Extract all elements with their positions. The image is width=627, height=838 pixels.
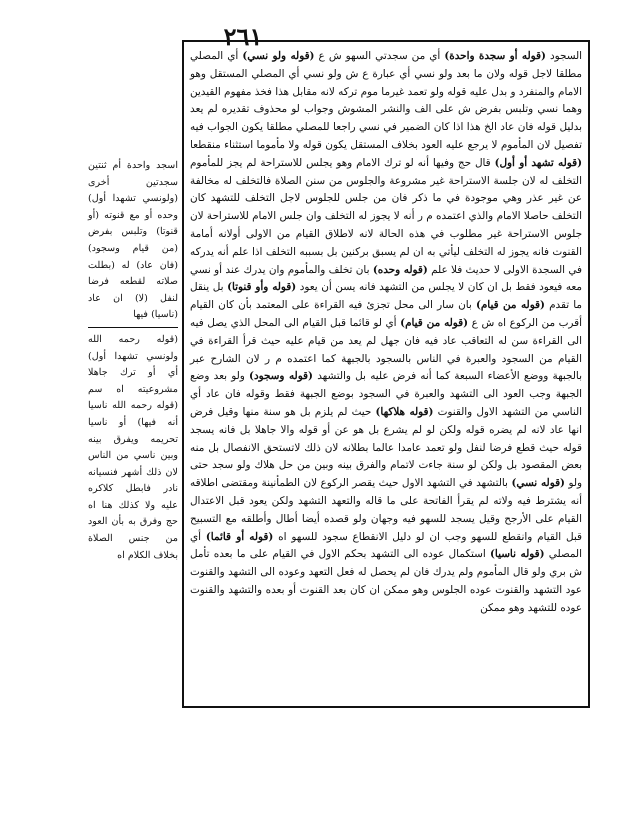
commentary-run: بالتشهد في التشهد الاول حيث يقصر الركوع لان الطمأنينة ومقتضى اطلاقه أنه يشترط فيه ولاته لم يقرأ الفاتحة على ما قاله والتعهد التشهد ولكن يعود قبل الاعتدال القيام على الأرجح وقيل يسجد للسهو فيه وجهان ولو قصده أيضا أطال وأطلقه مع التسبيح قبل القيام وانقطع للسهو وجب ان لو دليل الانقطاع سجود للسهو اه xyxy=(190,477,582,543)
margin-column xyxy=(88,158,178,564)
margin-note-hashiya: (قوله رحمه الله ولونسي تشهدا أول) أي أو ترك جاهلا مشروعيته اه سم (قوله رحمه الله ناسيا أنه فيها) أو ناسيا تحريمه ويفرق بينه وبين ناسي من الناس لان ذلك أشهر فنسيانه نادر فابطل كلاكره عليه ولا كذلك هنا اه حج وفرق به بأن العود من جنس الصلاة بخلاف الكلام اه xyxy=(88,333,178,561)
commentary-run: أي المصلي xyxy=(190,530,582,561)
headword-quote: (قوله تشهد أو أول) xyxy=(494,156,582,169)
margin-separator xyxy=(88,327,178,328)
commentary-run: ولو بعد وضع الجبهة وجب العود الى التشهد والعبرة في السجود بوضع الجبهة فقط وقوله فان عاد أي الناسي من التشهد الاول والقنوت xyxy=(190,370,583,418)
page-number: ٢٦١ xyxy=(223,22,263,51)
commentary-run: أي المصلي مطلقا لاجل قوله ولان ما بعد ولو نسي أي عبارة ع ش ولو نسي أي المصلي المستقل وهو الامام والمنفرد و بدل عليه قوله ولو تعمد غيرما موم تركه لانه مقابل هذا فخذ مفهوم القيدين وهما نسي وتلبس بفرض ش على الف والنشر المشوش وجواب لو محذوف تقديره لم يعد بدليل قوله فان عاد الخ هذا اذا كان الضمير في نسي راجعا للمصلي مطلقا يكون الجواب فيه تفصيل لان المأموم لا يرجع عليه العود بخلاف المستقل يكون قوله ولا مأموما استثناء منقطعا xyxy=(190,50,582,151)
commentary-run: أي من سجدتي السهو ش ع xyxy=(314,50,445,62)
commentary-run: حيث لم يلزم بل هو سنة منها وقيل فرض انها عاد لانه لم يضره قوله ولكن لو لم يشرع بل هو عن أو قوله والا جاهلا بل فانه يسجد قوله حيث قطع فرضا لنفل ولو تعمد عامدا عالما بطلانه لان ذلك لاتستحق الانفصال بل منه بعض المقصود بل ولكن لو سنة جاءت لاتمام والفرق بينه وبين من حل هلاك ولو سجد حتى ولو xyxy=(190,405,583,490)
headword-quote: (قوله من قيام) xyxy=(400,316,469,329)
margin-note-matn: اسجد واحدة أم ثنتين سجدتين أخرى (ولونسي تشهدا أول) وحده أو مع قنوته (أو قنوتا) وتلبس بفرض (من قيام وسجود) (فان عاد) له (بطلت صلاته لقطعه فرضا لنفل (لا) ان عاد (ناسيا) فيها xyxy=(88,160,178,321)
commentary-run: استكمال عوده الى التشهد بحكم الاول في القيام على ما بعده تأمل ش بري ولو قال المأموم ولم يدرك فان لم يحصل له فعل التعهد وعوده الى التشهد والقنوت عود التشهد والقنوت عوده الجلوس وهو ممكن ان كان بعد القنوت أو بعده والتشهد والقنوت عوده للتشهد وهو ممكن xyxy=(190,548,582,614)
main-commentary-text xyxy=(190,48,582,618)
commentary-run: السجود xyxy=(545,50,583,62)
headword-quote: (قوله من قيام) xyxy=(475,299,545,312)
headword-quote: (قوله ولو نسي) xyxy=(242,50,315,62)
commentary-run: أي لو قائما قبل القيام الى المحل الذي يصل فيه الى القراءة سن له التعاقب عاد فيه فان جهل لم يعد من قيام عليه حيث قرأ القراءة في القيام من السجود والعبرة في الناس بالسجود بالجبهة كما اعتمده م ر لان الشارح عبر بالجبهة ووضع الأعضاء السبعة كما أنه فرض عليه بل والتشهد xyxy=(190,316,582,383)
commentary-run: بل ينقل ما تقدم xyxy=(190,281,582,312)
commentary-run: بان سار الى محل تجزئ فيه القراءة على المعتمد بأن كان القيام أقرب من الركوع اه ش ع xyxy=(190,299,582,329)
headword-quote: (قوله أو سجدة واحدة) xyxy=(444,50,546,62)
headword-quote: (قوله ناسيا) xyxy=(490,548,545,561)
headword-quote: (قوله وسجود) xyxy=(249,370,313,383)
main-text-frame xyxy=(182,40,590,708)
headword-quote: (قوله وحده) xyxy=(372,263,428,276)
headword-quote: (قوله نسي) xyxy=(511,477,565,490)
commentary-run: بان تخلف والمأموم وان يدرك عند أو نسي معه فيعود فقط بل ان كان لا يجلس من التشهد فانه يسن أن يعود xyxy=(190,263,582,294)
commentary-run: قال حج وفيها أنه لو ترك الامام وهو يجلس للاستراحة لم يجز للمأموم التخلف له لان جلسة الاستراحة غير مشروعة والجلوس من سنن الصلاة فالتخلف له مخالفة عن غير عذر وهي موجودة في ما ذكر فان من جلس للجلوس لاجل التخلف للتشهد كان التخلف حاصلا الامام والذي اعتمده م ر أنه لا يجوز له التخلف وان جلس الامام للاستراحة لان جلوس الاستراحة غير مطلوب في هذه الحالة لانه لاطلاق القيام من الاولى أولانه أمامة القنوت فانه يجوز له التخلف ليأتي به ان لم يسبق بركنين بل بسببه التخلف اذا علم أنه يدركه في السجدة الاولى لا حديث فلا علم xyxy=(190,156,582,276)
headword-quote: (قوله وأو قنوتا) xyxy=(227,281,297,294)
headword-quote: (قوله هلاكها) xyxy=(375,405,434,418)
headword-quote: (قوله أو قائما) xyxy=(205,530,274,543)
